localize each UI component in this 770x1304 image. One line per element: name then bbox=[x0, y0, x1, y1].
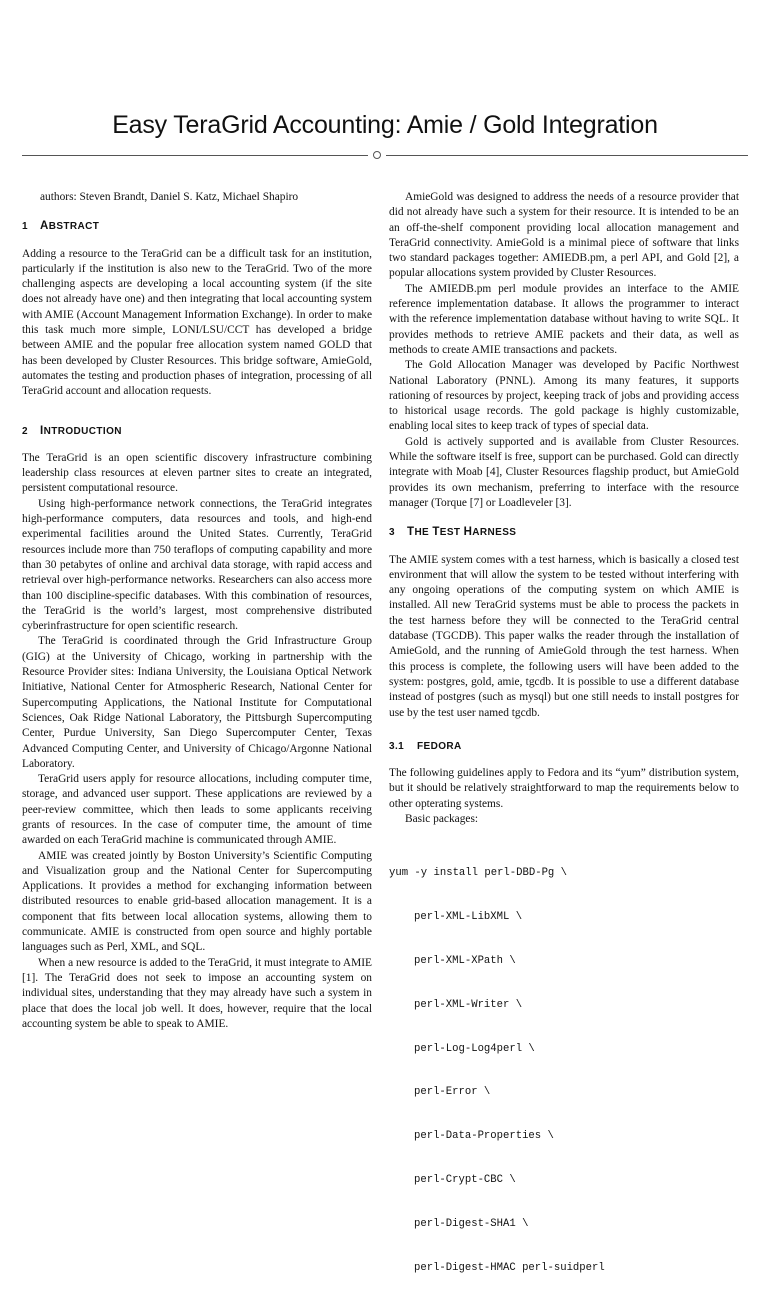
authors-line: authors: Steven Brandt, Daniel S. Katz, Michael Shapiro bbox=[40, 191, 299, 203]
code-block bbox=[389, 837, 739, 1304]
intro-paragraph: Using high-performance network connections, the TeraGrid integrates high-performance computers, data resources and tools, and high-end experimental facilities around the United States. Currently, TeraGrid resources include more than 750 teraflops of computing capability and more than 30 petabytes of online and archival data storage, with rapid access and retrieval over high-performance networks. Researchers can also access more than 100 discipline-specific databases. With this combination of resources, the TeraGrid is the world’s largest, most comprehensive distributed cyberinfrastructure for open scientific research. bbox=[22, 497, 372, 633]
code-line: perl-Log-Log4perl \ bbox=[414, 1042, 535, 1055]
intro-paragraph: TeraGrid users apply for resource allocations, including computer time, storage, and advanced user support. These applications are reviewed by a peer-review committee, which then leads to some applicants receiving grants of resources. In the case of computer time, the amount of time awarded on each TeraGrid machine is communicated through AMIE. bbox=[22, 773, 372, 847]
intro-paragraph: When a new resource is added to the TeraGrid, it must integrate to AMIE [1]. The TeraGrid does not seek to impose an accounting system on individual sites, understanding that they may already have such a system in place that does the local job well. It does, however, require that the local accounting system be able to speak to AMIE. bbox=[22, 956, 372, 1030]
title-rule-left bbox=[22, 155, 368, 156]
subsection-number: 3.1 bbox=[389, 740, 405, 752]
title-rule-right bbox=[386, 155, 748, 156]
intro-paragraph: AMIE was created jointly by Boston University’s Scientific Computing and Visualization group and the National Center for Supercomputing Applications. It provides a method for exchanging information between distributed resources to enable grid-based allocation management. It is a component that fits between local allocation systems, allowing them to communicate. AMIE is constructed from open source and highly portable languages such as Perl, XML, and SQL. bbox=[22, 849, 372, 954]
code-line: perl-XML-XPath \ bbox=[414, 955, 516, 968]
code-line: perl-Digest-HMAC perl-suidperl bbox=[414, 1261, 605, 1274]
code-line: perl-Crypt-CBC \ bbox=[414, 1173, 516, 1186]
section-number: 3 bbox=[389, 527, 395, 539]
code-line: perl-XML-LibXML \ bbox=[414, 911, 523, 924]
title-rule-ornament bbox=[373, 151, 381, 159]
left-column bbox=[22, 190, 372, 1032]
code-line: perl-Error \ bbox=[414, 1086, 491, 1099]
paper-title: Easy TeraGrid Accounting: Amie / Gold Integration bbox=[112, 111, 658, 139]
section-number: 1 bbox=[22, 221, 28, 233]
section-heading-introduction: 2 INTRODUCTION bbox=[22, 424, 372, 439]
intro-paragraph: The TeraGrid is an open scientific discovery infrastructure combining leadership class resources at eleven partner sites to create an integrated, persistent computational resource. bbox=[22, 451, 372, 495]
fedora-paragraph: The following guidelines apply to Fedora and its “yum” distribution system, but it should be relatively straightforward to map the requirements below to other opterating systems. bbox=[389, 767, 739, 810]
code-line: yum -y install perl-DBD-Pg \ bbox=[389, 867, 568, 880]
test-harness-paragraph: The AMIE system comes with a test harness, which is basically a closed test environment that will allow the system to be tested without interfering with any ongoing operations of the computing system on which AMIE is installed. All new TeraGrid systems must be able to process the packets in the test harness before they will be connected to the TeraGrid central database (TGCDB). This paper walks the reader through the installation of AmieGold, and the running of AmieGold through the test harness. When this process is complete, the following users will have been added to the system: postgres, gold, amie, tgcdb. It is possible to use a different database instead of postgres (such as mysql) but one still needs to install postgres for use by the test user named tgcdb. bbox=[389, 553, 739, 719]
abstract-paragraph: Adding a resource to the TeraGrid can be a difficult task for an institution, particularly if the institution is also new to the TeraGrid. Two of the more challenging aspects are developing a local accounting system (if the site does not already have one) and then integrating that local accounting system with AMIE (Account Management Information Exchange). In order to make this task much more simple, LONI/LSU/CCT has developed a bridge between AMIE and the popular free allocation system named GOLD that has been developed by Cluster Resources. This bridge software, AmieGold, automates the testing and production phases of integration, processing of all TeraGrid account and allocation requests. bbox=[22, 247, 372, 398]
section-heading-test-harness: 3 THE TEST HARNESS bbox=[389, 525, 739, 540]
subsection-heading-fedora: 3.1 FEDORA bbox=[389, 739, 739, 754]
code-line: perl-Data-Properties \ bbox=[414, 1130, 554, 1143]
code-line: perl-XML-Writer \ bbox=[414, 998, 523, 1011]
right-column-content bbox=[389, 190, 739, 1304]
fedora-paragraph: Basic packages: bbox=[405, 812, 479, 825]
intro-paragraph: AmieGold was designed to address the needs of a resource provider that did not already have such a system for their resource. It is intended to be an an off-the-shelf component providing local allocation management and TeraGrid connectivity. AmieGold is a minimal piece of software that links two standard packages together: AMIEDB.pm, a perl API, and Gold [2], a popular allocations system provided by Cluster Resources. bbox=[389, 191, 739, 280]
intro-paragraph: Gold is actively supported and is available from Cluster Resources. While the software itself is free, support can be purchased. Gold can directly integrate with Moab [4], Cluster Resources flagship product, but AmieGold provides its own mechanism, preferring to interface with the resource manager (Torque [7] or Loadleveler [3]. bbox=[389, 435, 739, 509]
section-number: 2 bbox=[22, 425, 28, 437]
code-line: perl-Digest-SHA1 \ bbox=[414, 1217, 529, 1230]
section-heading-abstract: 1 ABSTRACT bbox=[22, 219, 372, 234]
intro-paragraph: The AMIEDB.pm perl module provides an interface to the AMIE reference implementation database. It allows the programmer to interact with the reference implementation database without having to write SQL. It provides methods to retrieve AMIE packets and their data, as well as methods to create AMIE transactions and packets. bbox=[389, 282, 739, 356]
intro-paragraph: The Gold Allocation Manager was developed by Pacific Northwest National Laboratory (PNNL). Among its many features, it supports rationing of resources by project, keeping track of jobs and providing access to historical usage records. The gold package is highly customizable, enabling local sites to keep track of types of special data. bbox=[389, 359, 739, 433]
intro-paragraph: The TeraGrid is coordinated through the Grid Infrastructure Group (GIG) at the University of Chicago, working in partnership with the Resource Provider sites: Indiana University, the Louisiana Optical Network Initiative, National Center for Atmospheric Research, National Center for Supercomputing Applications, the National Institute for Computational Sciences, Oak Ridge National Laboratory, the Pittsburgh Supercomputing Center, Purdue University, San Diego Supercomputer Center, Texas Advanced Computing Center, and University of Chicago/Argonne National Laboratory. bbox=[22, 635, 372, 770]
